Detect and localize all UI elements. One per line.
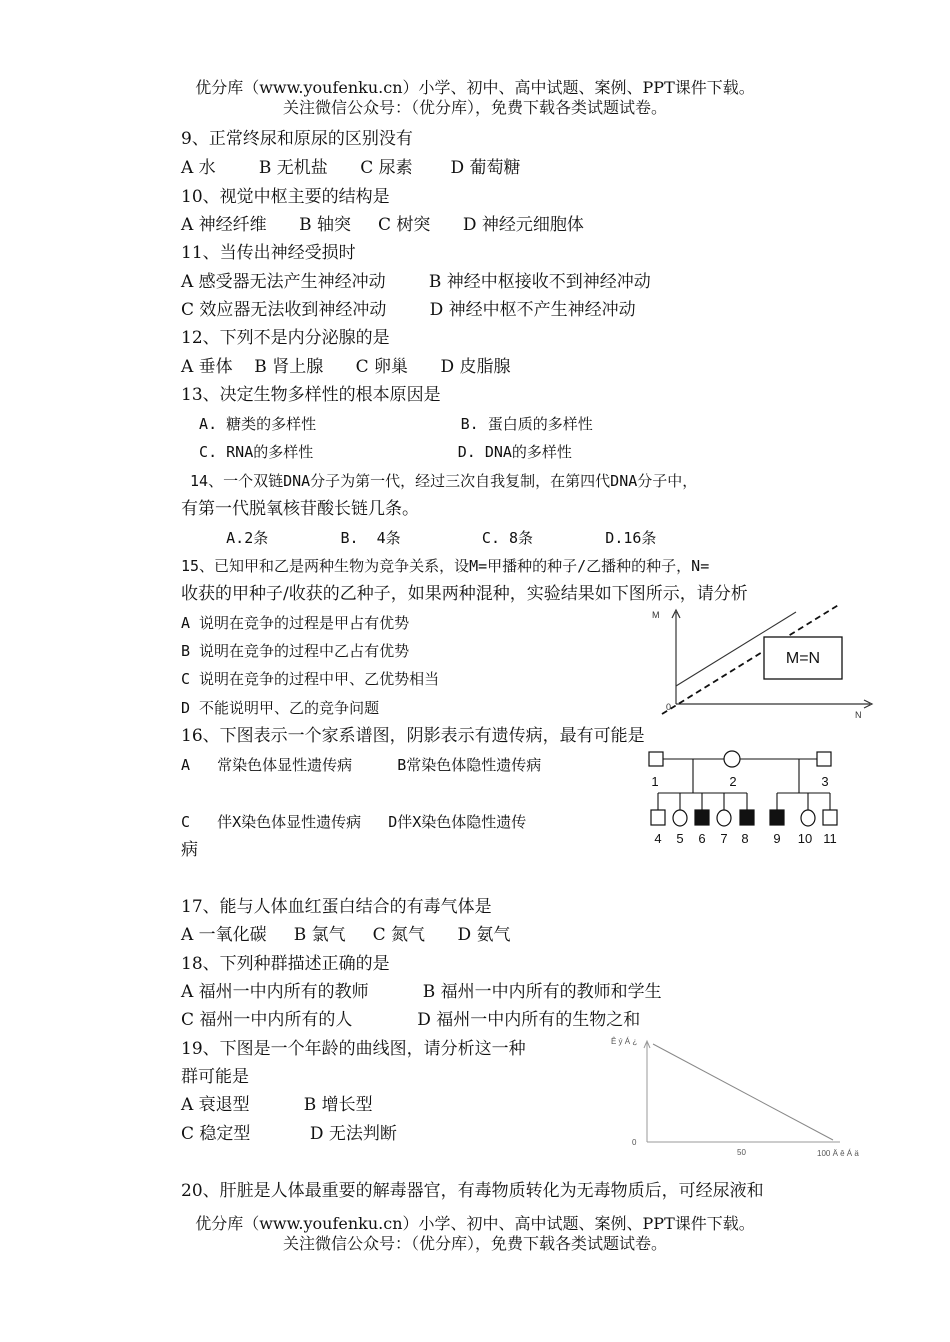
pedigree-individual-3 xyxy=(817,752,831,766)
q15-option-c: C 说明在竞争的过程中甲、乙优势相当 xyxy=(181,670,440,688)
q15-option-a: A 说明在竞争的过程是甲占有优势 xyxy=(181,614,410,632)
q14-stem-1: 14、一个双链DNA分子为第一代，经过三次自我复制，在第四代DNA分子中， xyxy=(181,472,698,490)
q15-stem-1: 15、已知甲和乙是两种生物为竞争关系，设M=甲播种的种子/乙播种的种子，N= xyxy=(181,557,710,575)
age-y-label: Ê ý Á ¿ xyxy=(611,1037,638,1046)
pedigree-label-6: 6 xyxy=(698,831,706,846)
q14-options: A.2条 B. 4条 C. 8条 D.16条 xyxy=(181,529,657,547)
q13-options-1: A. 糖类的多样性 B. 蛋白质的多样性 xyxy=(181,415,593,433)
header-line-2: 关注微信公众号：（优分库），免费下载各类试题试卷。 xyxy=(282,98,667,117)
q19-options-2: C 稳定型 D 无法判断 xyxy=(181,1124,397,1144)
q9-options: A 水 B 无机盐 C 尿素 D 葡萄糖 xyxy=(181,158,521,178)
origin-label: 0 xyxy=(666,702,672,712)
q16-stem: 16、下图表示一个家系谱图，阴影表示有遗传病，最有可能是 xyxy=(181,726,645,746)
q11-options-2: C 效应器无法收到神经冲动 D 神经中枢不产生神经冲动 xyxy=(181,300,636,320)
pedigree-label-7: 7 xyxy=(720,831,728,846)
x-axis-label: N xyxy=(855,710,862,720)
q12-options: A 垂体 B 肾上腺 C 卵巢 D 皮脂腺 xyxy=(181,357,511,377)
q16-options-cd: C 伴X染色体显性遗传病 D伴X染色体隐性遗传 xyxy=(181,813,527,831)
pedigree-individual-8-affected xyxy=(740,810,754,825)
pedigree-individual-2 xyxy=(724,751,740,767)
pedigree-label-8: 8 xyxy=(741,831,749,846)
pedigree-individual-6-affected xyxy=(695,810,709,825)
m-equals-n-label: M=N xyxy=(785,650,821,667)
age-decline-line xyxy=(653,1044,833,1140)
q10-options: A 神经纤维 B 轴突 C 树突 D 神经元细胞体 xyxy=(181,215,584,235)
q17-options: A 一氧化碳 B 氯气 C 氮气 D 氨气 xyxy=(181,925,511,945)
pedigree-label-5: 5 xyxy=(676,831,684,846)
q16-options-ab: A 常染色体显性遗传病 B常染色体隐性遗传病 xyxy=(181,756,542,774)
q11-stem: 11、当传出神经受损时 xyxy=(181,243,356,263)
q13-options-2: C. RNA的多样性 D. DNA的多样性 xyxy=(181,443,572,461)
footer-line-1: 优分库（www.youfenku.cn）小学、初中、高中试题、案例、PPT课件下载。 xyxy=(195,1214,755,1233)
q15-option-b: B 说明在竞争的过程中乙占有优势 xyxy=(181,642,410,660)
q12-stem: 12、下列不是内分泌腺的是 xyxy=(181,328,390,348)
age-origin-label: 0 xyxy=(632,1138,637,1147)
q14-stem-2: 有第一代脱氧核苷酸长链几条。 xyxy=(181,499,419,519)
pedigree-individual-4 xyxy=(651,810,665,825)
q13-stem: 13、决定生物多样性的根本原因是 xyxy=(181,385,441,405)
q15-stem-2: 收获的甲种子/收获的乙种子，如果两种混种，实验结果如下图所示，请分析 xyxy=(181,584,748,604)
q15-option-d: D 不能说明甲、乙的竞争问题 xyxy=(181,699,380,717)
pedigree-label-10: 10 xyxy=(797,831,813,846)
pedigree-individual-9-affected xyxy=(770,810,784,825)
age-x-label: 100 Ä ê Á ä xyxy=(817,1149,859,1158)
q18-stem: 18、下列种群描述正确的是 xyxy=(181,954,390,974)
q19-stem-1: 19、下图是一个年龄的曲线图，请分析这一种 xyxy=(181,1039,526,1059)
q9-stem: 9、正常终尿和原尿的区别没有 xyxy=(181,129,413,149)
footer-line-2: 关注微信公众号：（优分库），免费下载各类试题试卷。 xyxy=(282,1234,667,1253)
q17-stem: 17、能与人体血红蛋白结合的有毒气体是 xyxy=(181,897,492,917)
pedigree-figure xyxy=(645,748,845,848)
pedigree-individual-5 xyxy=(673,810,687,826)
header-line-1: 优分库（www.youfenku.cn）小学、初中、高中试题、案例、PPT课件下载。 xyxy=(195,78,755,97)
age-tick-50: 50 xyxy=(737,1148,746,1157)
pedigree-label-3: 3 xyxy=(821,774,829,789)
q10-stem: 10、视觉中枢主要的结构是 xyxy=(181,187,390,207)
pedigree-individual-10 xyxy=(801,810,815,826)
pedigree-label-11: 11 xyxy=(823,831,837,846)
pedigree-individual-7 xyxy=(717,810,731,826)
competition-figure xyxy=(640,600,890,725)
q19-options-1: A 衰退型 B 增长型 xyxy=(181,1095,373,1115)
pedigree-label-1: 1 xyxy=(651,774,659,789)
q16-options-cd-wrap: 病 xyxy=(181,840,198,860)
pedigree-label-9: 9 xyxy=(773,831,781,846)
pedigree-label-2: 2 xyxy=(729,774,737,789)
q18-options-2: C 福州一中内所有的人 D 福州一中内所有的生物之和 xyxy=(181,1010,641,1030)
pedigree-individual-11 xyxy=(823,810,837,825)
q11-options-1: A 感受器无法产生神经冲动 B 神经中枢接收不到神经冲动 xyxy=(181,272,651,292)
q19-stem-2: 群可能是 xyxy=(181,1067,249,1087)
y-axis-label: M xyxy=(652,610,660,620)
age-curve-figure xyxy=(605,1030,895,1165)
pedigree-label-4: 4 xyxy=(654,831,662,846)
pedigree-individual-1 xyxy=(649,752,663,766)
q18-options-1: A 福州一中内所有的教师 B 福州一中内所有的教师和学生 xyxy=(181,982,662,1002)
q20-stem: 20、肝脏是人体最重要的解毒器官，有毒物质转化为无毒物质后，可经尿液和 xyxy=(181,1181,764,1201)
